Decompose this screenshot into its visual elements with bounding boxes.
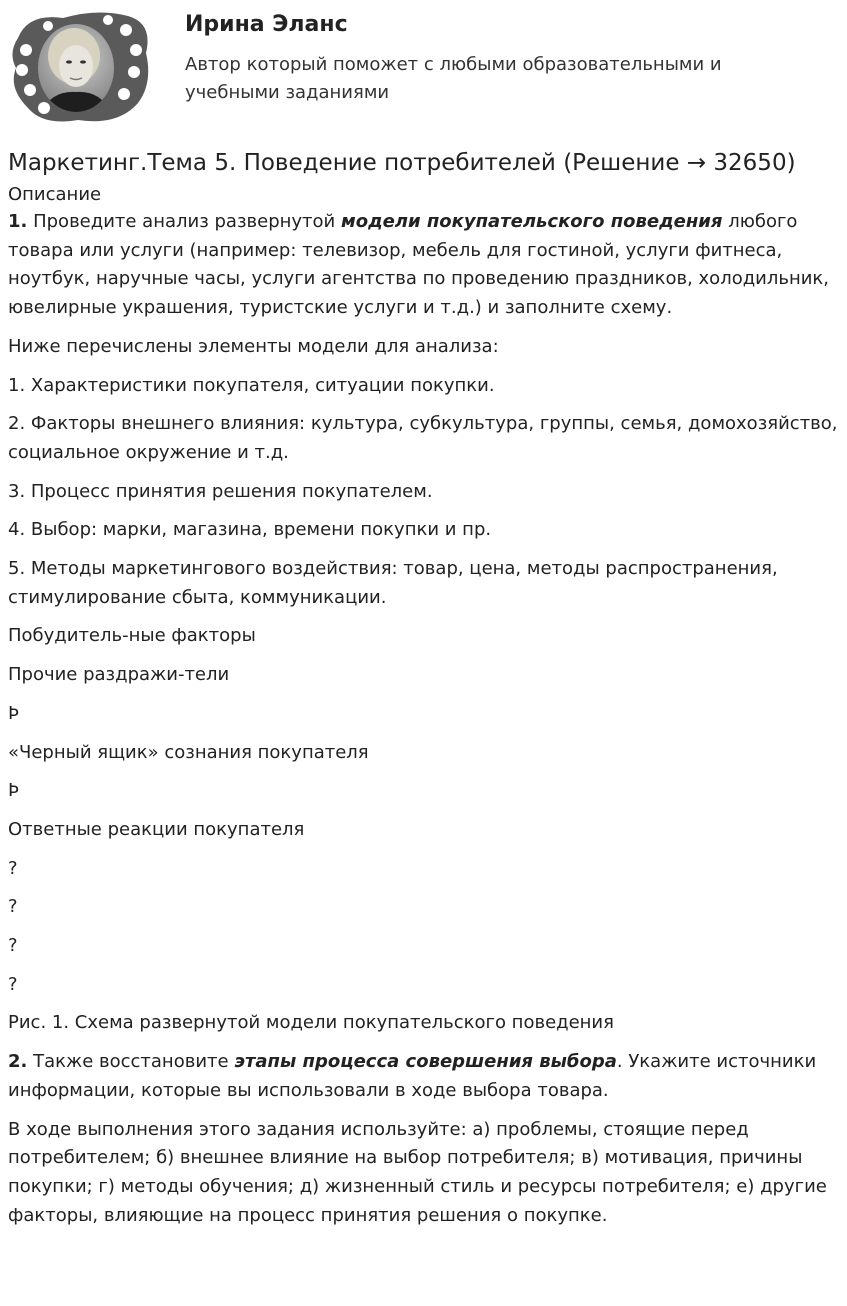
task-2-number: 2. [8, 1051, 28, 1073]
author-avatar[interactable] [8, 8, 153, 126]
scheme-placeholder: ? [8, 896, 18, 918]
task-content [8, 145, 838, 1240]
list-item-marketing-methods: 5. Методы маркетингового воздействия: товар, цена, методы распространения, стимулирование сбыта, коммуникации. [8, 558, 778, 608]
list-item-decision-process: 3. Процесс принятия решения покупателем. [8, 480, 433, 502]
scheme-arrow-symbol: Þ [8, 702, 19, 724]
description-label: Описание [8, 184, 102, 205]
scheme-placeholder: ? [8, 973, 18, 995]
author-description: Автор который поможет с любыми образовательными и учебными заданиями [185, 54, 722, 103]
scheme-placeholder: ? [8, 857, 18, 879]
task-1-paragraph [8, 208, 838, 323]
task-2-paragraph [8, 1048, 838, 1105]
scheme-buyer-responses: Ответные реакции покупателя [8, 818, 305, 840]
scheme-placeholder: ? [8, 935, 18, 957]
task-2-emphasis: этапы процесса совершения выбора [234, 1051, 617, 1073]
task-1-text-after: любого товара или услуги (например: телевизор, мебель для гостиной, услуги фитнеса, ноутбук, наручные часы, услуги агентства по проведению праздников, холодильник, ювелирные украшения, туристские услуги и т.д.) и заполните схему. [8, 211, 830, 319]
task-2-text-before: Также восстановите [27, 1051, 235, 1073]
author-header [0, 0, 847, 140]
list-item-choice: 4. Выбор: марки, магазина, времени покупки и пр. [8, 519, 492, 541]
scheme-arrow-symbol: Þ [8, 780, 19, 802]
author-name[interactable]: Ирина Эланс [185, 12, 348, 37]
task-2-text-after: . Укажите источники информации, которые вы использовали в ходе выбора товара. [8, 1051, 817, 1101]
page-title: Маркетинг.Тема 5. Поведение потребителей (Решение → 32650) [8, 150, 796, 176]
scheme-black-box: «Черный ящик» сознания покупателя [8, 741, 369, 763]
figure-caption: Рис. 1. Схема развернутой модели покупательского поведения [8, 1012, 614, 1034]
scheme-incentive-factors: Побудитель-ные факторы [8, 625, 256, 647]
task-1-emphasis: модели покупательского поведения [340, 211, 723, 232]
list-item-external-factors: 2. Факторы внешнего влияния: культура, субкультура, группы, семья, домохозяйство, социальное окружение и т.д. [8, 413, 838, 463]
final-paragraph: В ходе выполнения этого задания используйте: а) проблемы, стоящие перед потребителем; б) внешнее влияние на выбор потребителя; в) мотивация, причины покупки; г) методы обучения; д) жизненный стиль и ресурсы потребителя; е) другие факторы, влияющие на процесс принятия решения о покупке. [8, 1118, 827, 1226]
task-1-number: 1. [8, 211, 28, 232]
text-line: Ниже перечислены элементы модели для анализа: [8, 335, 499, 357]
list-item-buyer-characteristics: 1. Характеристики покупателя, ситуации покупки. [8, 374, 495, 396]
task-1-text-before: Проведите анализ развернутой [27, 211, 341, 232]
scheme-other-stimuli: Прочие раздражи-тели [8, 664, 230, 686]
